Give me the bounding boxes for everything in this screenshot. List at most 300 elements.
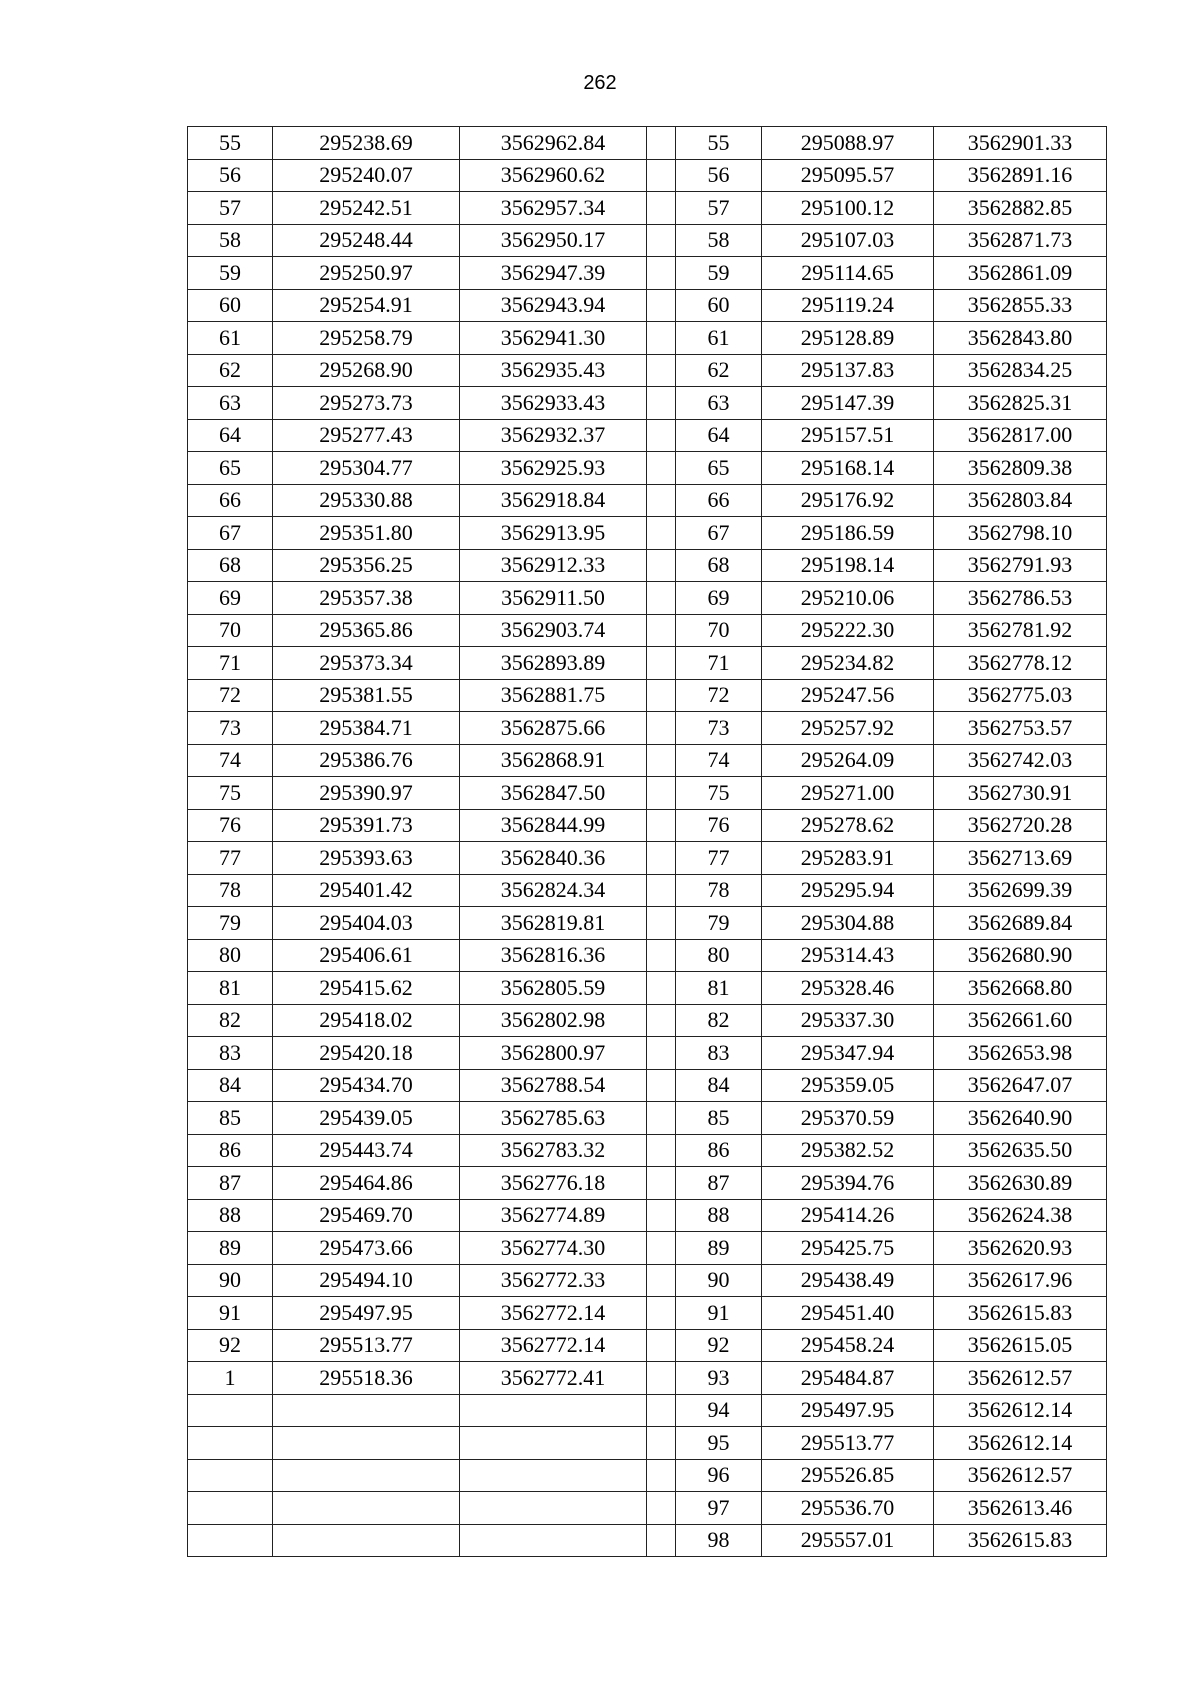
right-x-coordinate-cell: 295438.49: [762, 1264, 934, 1297]
coordinates-table-body: [188, 127, 1107, 1557]
table-row: [188, 809, 1107, 842]
separator-cell: [647, 257, 676, 290]
separator-cell: [647, 1459, 676, 1492]
left-y-coordinate-cell: 3562918.84: [460, 484, 647, 517]
right-y-coordinate-cell: 3562891.16: [934, 159, 1107, 192]
right-point-number-cell: 80: [676, 939, 762, 972]
right-x-coordinate-cell: 295370.59: [762, 1102, 934, 1135]
left-point-number-cell: 88: [188, 1199, 273, 1232]
separator-cell: [647, 1362, 676, 1395]
right-point-number-cell: 57: [676, 192, 762, 225]
left-point-number-cell: 55: [188, 127, 273, 160]
separator-cell: [647, 517, 676, 550]
right-x-coordinate-cell: 295451.40: [762, 1297, 934, 1330]
left-x-coordinate-cell: 295381.55: [273, 679, 460, 712]
left-point-number-cell: 64: [188, 419, 273, 452]
left-point-number-cell: 86: [188, 1134, 273, 1167]
left-y-coordinate-cell: 3562913.95: [460, 517, 647, 550]
left-point-number-cell: 78: [188, 874, 273, 907]
right-x-coordinate-cell: 295128.89: [762, 322, 934, 355]
right-point-number-cell: 64: [676, 419, 762, 452]
right-y-coordinate-cell: 3562742.03: [934, 744, 1107, 777]
left-y-coordinate-cell: 3562941.30: [460, 322, 647, 355]
left-y-coordinate-cell: 3562774.30: [460, 1232, 647, 1265]
right-point-number-cell: 92: [676, 1329, 762, 1362]
right-point-number-cell: 94: [676, 1394, 762, 1427]
right-x-coordinate-cell: 295328.46: [762, 972, 934, 1005]
table-row: [188, 1037, 1107, 1070]
separator-cell: [647, 1134, 676, 1167]
separator-cell: [647, 1199, 676, 1232]
right-x-coordinate-cell: 295168.14: [762, 452, 934, 485]
left-y-coordinate-cell: 3562824.34: [460, 874, 647, 907]
left-x-coordinate-cell: 295391.73: [273, 809, 460, 842]
left-x-coordinate-cell: 295248.44: [273, 224, 460, 257]
left-point-number-cell: 83: [188, 1037, 273, 1070]
left-point-number-cell: 92: [188, 1329, 273, 1362]
right-point-number-cell: 67: [676, 517, 762, 550]
right-y-coordinate-cell: 3562612.14: [934, 1427, 1107, 1460]
right-point-number-cell: 84: [676, 1069, 762, 1102]
left-point-number-cell: 65: [188, 452, 273, 485]
right-point-number-cell: 78: [676, 874, 762, 907]
separator-cell: [647, 1004, 676, 1037]
right-y-coordinate-cell: 3562640.90: [934, 1102, 1107, 1135]
right-x-coordinate-cell: 295526.85: [762, 1459, 934, 1492]
separator-cell: [647, 289, 676, 322]
table-row: [188, 1134, 1107, 1167]
left-y-coordinate-cell: 3562783.32: [460, 1134, 647, 1167]
right-x-coordinate-cell: 295359.05: [762, 1069, 934, 1102]
left-point-number-cell: 58: [188, 224, 273, 257]
table-row: [188, 614, 1107, 647]
left-point-number-cell: 61: [188, 322, 273, 355]
right-y-coordinate-cell: 3562689.84: [934, 907, 1107, 940]
separator-cell: [647, 224, 676, 257]
right-y-coordinate-cell: 3562720.28: [934, 809, 1107, 842]
right-point-number-cell: 93: [676, 1362, 762, 1395]
table-row: [188, 289, 1107, 322]
right-y-coordinate-cell: 3562680.90: [934, 939, 1107, 972]
left-x-coordinate-cell: 295250.97: [273, 257, 460, 290]
separator-cell: [647, 159, 676, 192]
right-y-coordinate-cell: 3562699.39: [934, 874, 1107, 907]
separator-cell: [647, 1167, 676, 1200]
separator-cell: [647, 842, 676, 875]
left-x-coordinate-cell: 295406.61: [273, 939, 460, 972]
right-point-number-cell: 58: [676, 224, 762, 257]
left-point-number-cell: [188, 1524, 273, 1557]
right-x-coordinate-cell: 295414.26: [762, 1199, 934, 1232]
left-y-coordinate-cell: 3562847.50: [460, 777, 647, 810]
right-x-coordinate-cell: 295100.12: [762, 192, 934, 225]
table-row: [188, 1394, 1107, 1427]
left-y-coordinate-cell: 3562772.14: [460, 1329, 647, 1362]
left-y-coordinate-cell: 3562943.94: [460, 289, 647, 322]
right-point-number-cell: 87: [676, 1167, 762, 1200]
left-x-coordinate-cell: 295351.80: [273, 517, 460, 550]
left-x-coordinate-cell: 295330.88: [273, 484, 460, 517]
left-y-coordinate-cell: 3562776.18: [460, 1167, 647, 1200]
left-x-coordinate-cell: 295254.91: [273, 289, 460, 322]
right-x-coordinate-cell: 295247.56: [762, 679, 934, 712]
left-point-number-cell: 72: [188, 679, 273, 712]
separator-cell: [647, 1492, 676, 1525]
right-y-coordinate-cell: 3562635.50: [934, 1134, 1107, 1167]
right-x-coordinate-cell: 295557.01: [762, 1524, 934, 1557]
right-point-number-cell: 82: [676, 1004, 762, 1037]
left-point-number-cell: 85: [188, 1102, 273, 1135]
left-y-coordinate-cell: 3562957.34: [460, 192, 647, 225]
right-y-coordinate-cell: 3562668.80: [934, 972, 1107, 1005]
left-point-number-cell: 62: [188, 354, 273, 387]
separator-cell: [647, 1427, 676, 1460]
table-row: [188, 744, 1107, 777]
left-y-coordinate-cell: 3562933.43: [460, 387, 647, 420]
separator-cell: [647, 614, 676, 647]
separator-cell: [647, 1264, 676, 1297]
left-y-coordinate-cell: 3562962.84: [460, 127, 647, 160]
right-point-number-cell: 88: [676, 1199, 762, 1232]
right-x-coordinate-cell: 295295.94: [762, 874, 934, 907]
right-point-number-cell: 73: [676, 712, 762, 745]
left-y-coordinate-cell: [460, 1427, 647, 1460]
table-row: [188, 1459, 1107, 1492]
right-point-number-cell: 97: [676, 1492, 762, 1525]
right-y-coordinate-cell: 3562713.69: [934, 842, 1107, 875]
right-y-coordinate-cell: 3562817.00: [934, 419, 1107, 452]
right-y-coordinate-cell: 3562855.33: [934, 289, 1107, 322]
left-y-coordinate-cell: 3562774.89: [460, 1199, 647, 1232]
right-point-number-cell: 70: [676, 614, 762, 647]
right-x-coordinate-cell: 295107.03: [762, 224, 934, 257]
right-x-coordinate-cell: 295176.92: [762, 484, 934, 517]
right-point-number-cell: 96: [676, 1459, 762, 1492]
right-x-coordinate-cell: 295157.51: [762, 419, 934, 452]
left-y-coordinate-cell: [460, 1524, 647, 1557]
table-row: [188, 549, 1107, 582]
right-x-coordinate-cell: 295186.59: [762, 517, 934, 550]
right-x-coordinate-cell: 295210.06: [762, 582, 934, 615]
right-y-coordinate-cell: 3562834.25: [934, 354, 1107, 387]
left-x-coordinate-cell: 295513.77: [273, 1329, 460, 1362]
table-row: [188, 972, 1107, 1005]
right-x-coordinate-cell: 295114.65: [762, 257, 934, 290]
left-point-number-cell: 75: [188, 777, 273, 810]
left-point-number-cell: 57: [188, 192, 273, 225]
right-point-number-cell: 79: [676, 907, 762, 940]
separator-cell: [647, 777, 676, 810]
separator-cell: [647, 1069, 676, 1102]
table-row: [188, 1232, 1107, 1265]
left-y-coordinate-cell: 3562868.91: [460, 744, 647, 777]
left-point-number-cell: [188, 1394, 273, 1427]
left-y-coordinate-cell: 3562772.33: [460, 1264, 647, 1297]
separator-cell: [647, 939, 676, 972]
separator-cell: [647, 744, 676, 777]
right-y-coordinate-cell: 3562871.73: [934, 224, 1107, 257]
left-y-coordinate-cell: [460, 1459, 647, 1492]
left-x-coordinate-cell: 295393.63: [273, 842, 460, 875]
right-point-number-cell: 71: [676, 647, 762, 680]
right-point-number-cell: 95: [676, 1427, 762, 1460]
left-y-coordinate-cell: 3562772.14: [460, 1297, 647, 1330]
left-x-coordinate-cell: 295473.66: [273, 1232, 460, 1265]
table-row: [188, 1297, 1107, 1330]
separator-cell: [647, 712, 676, 745]
separator-cell: [647, 1524, 676, 1557]
right-y-coordinate-cell: 3562647.07: [934, 1069, 1107, 1102]
left-point-number-cell: 80: [188, 939, 273, 972]
left-x-coordinate-cell: [273, 1394, 460, 1427]
right-y-coordinate-cell: 3562825.31: [934, 387, 1107, 420]
right-x-coordinate-cell: 295271.00: [762, 777, 934, 810]
table-row: [188, 1362, 1107, 1395]
left-point-number-cell: 63: [188, 387, 273, 420]
left-x-coordinate-cell: 295420.18: [273, 1037, 460, 1070]
right-point-number-cell: 91: [676, 1297, 762, 1330]
right-y-coordinate-cell: 3562653.98: [934, 1037, 1107, 1070]
left-x-coordinate-cell: [273, 1459, 460, 1492]
left-y-coordinate-cell: 3562881.75: [460, 679, 647, 712]
table-row: [188, 1069, 1107, 1102]
left-point-number-cell: 84: [188, 1069, 273, 1102]
left-x-coordinate-cell: 295277.43: [273, 419, 460, 452]
right-x-coordinate-cell: 295497.95: [762, 1394, 934, 1427]
right-y-coordinate-cell: 3562620.93: [934, 1232, 1107, 1265]
left-y-coordinate-cell: 3562805.59: [460, 972, 647, 1005]
right-y-coordinate-cell: 3562861.09: [934, 257, 1107, 290]
left-point-number-cell: 82: [188, 1004, 273, 1037]
right-x-coordinate-cell: 295536.70: [762, 1492, 934, 1525]
right-point-number-cell: 75: [676, 777, 762, 810]
right-x-coordinate-cell: 295304.88: [762, 907, 934, 940]
left-y-coordinate-cell: 3562947.39: [460, 257, 647, 290]
right-y-coordinate-cell: 3562809.38: [934, 452, 1107, 485]
table-row: [188, 1524, 1107, 1557]
table-row: [188, 1427, 1107, 1460]
separator-cell: [647, 1102, 676, 1135]
table-row: [188, 1264, 1107, 1297]
right-x-coordinate-cell: 295394.76: [762, 1167, 934, 1200]
left-x-coordinate-cell: 295304.77: [273, 452, 460, 485]
right-x-coordinate-cell: 295147.39: [762, 387, 934, 420]
table-row: [188, 159, 1107, 192]
separator-cell: [647, 809, 676, 842]
separator-cell: [647, 874, 676, 907]
table-row: [188, 419, 1107, 452]
separator-cell: [647, 1329, 676, 1362]
table-row: [188, 127, 1107, 160]
left-y-coordinate-cell: 3562950.17: [460, 224, 647, 257]
right-point-number-cell: 68: [676, 549, 762, 582]
right-x-coordinate-cell: 295088.97: [762, 127, 934, 160]
left-point-number-cell: 89: [188, 1232, 273, 1265]
left-point-number-cell: 70: [188, 614, 273, 647]
right-y-coordinate-cell: 3562786.53: [934, 582, 1107, 615]
right-y-coordinate-cell: 3562901.33: [934, 127, 1107, 160]
separator-cell: [647, 452, 676, 485]
left-point-number-cell: 87: [188, 1167, 273, 1200]
left-x-coordinate-cell: 295518.36: [273, 1362, 460, 1395]
right-y-coordinate-cell: 3562781.92: [934, 614, 1107, 647]
left-y-coordinate-cell: 3562800.97: [460, 1037, 647, 1070]
right-point-number-cell: 66: [676, 484, 762, 517]
left-point-number-cell: 79: [188, 907, 273, 940]
left-x-coordinate-cell: 295365.86: [273, 614, 460, 647]
left-point-number-cell: 90: [188, 1264, 273, 1297]
right-point-number-cell: 60: [676, 289, 762, 322]
left-x-coordinate-cell: 295443.74: [273, 1134, 460, 1167]
right-y-coordinate-cell: 3562730.91: [934, 777, 1107, 810]
left-x-coordinate-cell: 295415.62: [273, 972, 460, 1005]
right-point-number-cell: 89: [676, 1232, 762, 1265]
right-y-coordinate-cell: 3562775.03: [934, 679, 1107, 712]
left-point-number-cell: 67: [188, 517, 273, 550]
left-x-coordinate-cell: 295258.79: [273, 322, 460, 355]
right-x-coordinate-cell: 295264.09: [762, 744, 934, 777]
right-x-coordinate-cell: 295257.92: [762, 712, 934, 745]
separator-cell: [647, 192, 676, 225]
left-point-number-cell: 91: [188, 1297, 273, 1330]
separator-cell: [647, 549, 676, 582]
table-row: [188, 647, 1107, 680]
right-x-coordinate-cell: 295222.30: [762, 614, 934, 647]
right-x-coordinate-cell: 295425.75: [762, 1232, 934, 1265]
table-row: [188, 224, 1107, 257]
table-row: [188, 322, 1107, 355]
right-y-coordinate-cell: 3562803.84: [934, 484, 1107, 517]
right-y-coordinate-cell: 3562612.14: [934, 1394, 1107, 1427]
separator-cell: [647, 484, 676, 517]
separator-cell: [647, 1232, 676, 1265]
right-point-number-cell: 65: [676, 452, 762, 485]
left-y-coordinate-cell: 3562903.74: [460, 614, 647, 647]
separator-cell: [647, 354, 676, 387]
table-row: [188, 517, 1107, 550]
separator-cell: [647, 647, 676, 680]
left-point-number-cell: 56: [188, 159, 273, 192]
left-y-coordinate-cell: 3562893.89: [460, 647, 647, 680]
left-y-coordinate-cell: 3562819.81: [460, 907, 647, 940]
separator-cell: [647, 1394, 676, 1427]
table-row: [188, 712, 1107, 745]
left-point-number-cell: [188, 1427, 273, 1460]
right-point-number-cell: 62: [676, 354, 762, 387]
left-point-number-cell: 68: [188, 549, 273, 582]
right-y-coordinate-cell: 3562882.85: [934, 192, 1107, 225]
separator-cell: [647, 907, 676, 940]
right-y-coordinate-cell: 3562613.46: [934, 1492, 1107, 1525]
right-point-number-cell: 77: [676, 842, 762, 875]
separator-cell: [647, 387, 676, 420]
table-row: [188, 1199, 1107, 1232]
left-y-coordinate-cell: 3562925.93: [460, 452, 647, 485]
left-point-number-cell: [188, 1459, 273, 1492]
left-point-number-cell: [188, 1492, 273, 1525]
right-point-number-cell: 81: [676, 972, 762, 1005]
left-x-coordinate-cell: [273, 1427, 460, 1460]
right-x-coordinate-cell: 295095.57: [762, 159, 934, 192]
table-row: [188, 874, 1107, 907]
left-point-number-cell: 81: [188, 972, 273, 1005]
right-point-number-cell: 76: [676, 809, 762, 842]
left-y-coordinate-cell: 3562911.50: [460, 582, 647, 615]
left-x-coordinate-cell: 295240.07: [273, 159, 460, 192]
left-x-coordinate-cell: 295494.10: [273, 1264, 460, 1297]
left-y-coordinate-cell: 3562785.63: [460, 1102, 647, 1135]
separator-cell: [647, 1297, 676, 1330]
right-x-coordinate-cell: 295458.24: [762, 1329, 934, 1362]
left-x-coordinate-cell: 295497.95: [273, 1297, 460, 1330]
separator-cell: [647, 322, 676, 355]
table-row: [188, 907, 1107, 940]
right-y-coordinate-cell: 3562615.83: [934, 1524, 1107, 1557]
right-point-number-cell: 90: [676, 1264, 762, 1297]
table-row: [188, 1102, 1107, 1135]
table-row: [188, 484, 1107, 517]
left-x-coordinate-cell: 295384.71: [273, 712, 460, 745]
right-y-coordinate-cell: 3562617.96: [934, 1264, 1107, 1297]
right-x-coordinate-cell: 295278.62: [762, 809, 934, 842]
table-row: [188, 354, 1107, 387]
left-x-coordinate-cell: 295357.38: [273, 582, 460, 615]
right-x-coordinate-cell: 295382.52: [762, 1134, 934, 1167]
right-point-number-cell: 55: [676, 127, 762, 160]
left-y-coordinate-cell: [460, 1394, 647, 1427]
table-row: [188, 1167, 1107, 1200]
left-y-coordinate-cell: 3562875.66: [460, 712, 647, 745]
right-point-number-cell: 74: [676, 744, 762, 777]
right-x-coordinate-cell: 295337.30: [762, 1004, 934, 1037]
right-point-number-cell: 86: [676, 1134, 762, 1167]
right-y-coordinate-cell: 3562615.83: [934, 1297, 1107, 1330]
right-y-coordinate-cell: 3562615.05: [934, 1329, 1107, 1362]
right-point-number-cell: 61: [676, 322, 762, 355]
left-y-coordinate-cell: 3562960.62: [460, 159, 647, 192]
left-x-coordinate-cell: 295238.69: [273, 127, 460, 160]
right-x-coordinate-cell: 295137.83: [762, 354, 934, 387]
table-row: [188, 939, 1107, 972]
left-point-number-cell: 74: [188, 744, 273, 777]
left-x-coordinate-cell: 295242.51: [273, 192, 460, 225]
right-y-coordinate-cell: 3562843.80: [934, 322, 1107, 355]
left-y-coordinate-cell: [460, 1492, 647, 1525]
right-point-number-cell: 63: [676, 387, 762, 420]
right-x-coordinate-cell: 295513.77: [762, 1427, 934, 1460]
right-point-number-cell: 59: [676, 257, 762, 290]
left-y-coordinate-cell: 3562816.36: [460, 939, 647, 972]
left-x-coordinate-cell: 295273.73: [273, 387, 460, 420]
table-row: [188, 777, 1107, 810]
left-y-coordinate-cell: 3562932.37: [460, 419, 647, 452]
separator-cell: [647, 679, 676, 712]
left-point-number-cell: 76: [188, 809, 273, 842]
left-x-coordinate-cell: 295373.34: [273, 647, 460, 680]
right-x-coordinate-cell: 295347.94: [762, 1037, 934, 1070]
table-row: [188, 387, 1107, 420]
left-y-coordinate-cell: 3562788.54: [460, 1069, 647, 1102]
left-y-coordinate-cell: 3562802.98: [460, 1004, 647, 1037]
right-y-coordinate-cell: 3562661.60: [934, 1004, 1107, 1037]
right-x-coordinate-cell: 295119.24: [762, 289, 934, 322]
left-y-coordinate-cell: 3562840.36: [460, 842, 647, 875]
left-x-coordinate-cell: 295439.05: [273, 1102, 460, 1135]
left-point-number-cell: 60: [188, 289, 273, 322]
left-x-coordinate-cell: 295464.86: [273, 1167, 460, 1200]
page-number: 262: [583, 72, 617, 94]
left-x-coordinate-cell: 295386.76: [273, 744, 460, 777]
